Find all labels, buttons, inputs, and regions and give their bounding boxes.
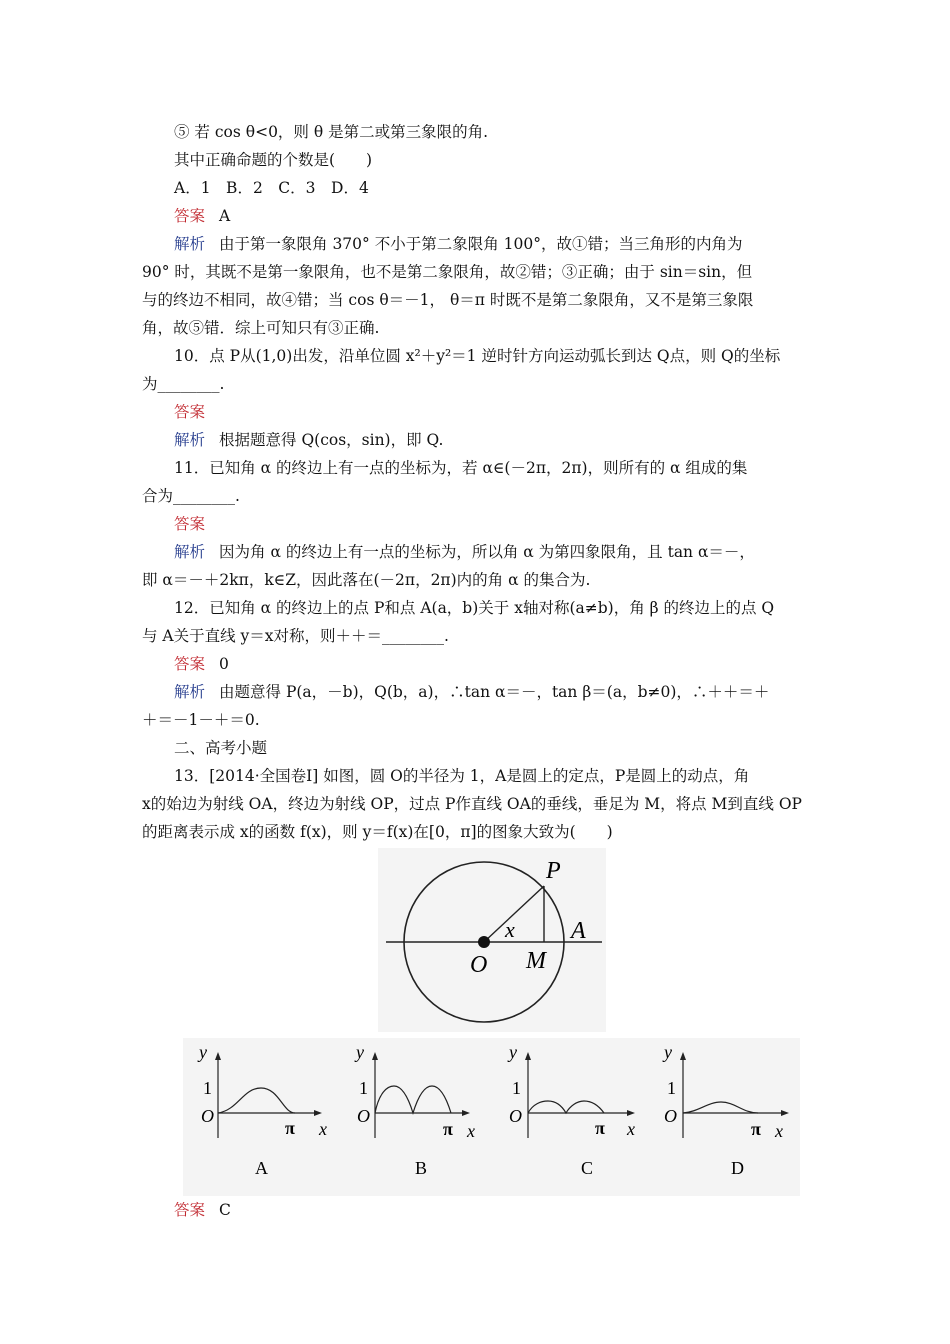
origin-label: O — [509, 1106, 522, 1126]
answer-tag: 答案 — [174, 1201, 206, 1219]
question-10: 10．点 P从(1,0)出发，沿单位圆 x²＋y²＝1 逆时针方向运动弧长到达 Q点，则 Q的坐标 — [174, 347, 781, 365]
figure-background — [183, 1038, 800, 1196]
pi-label: π — [443, 1119, 453, 1139]
unit-circle-figure — [378, 848, 606, 1032]
one-label: 1 — [667, 1078, 676, 1098]
answer-line — [174, 514, 205, 534]
text-line: 的距离表示成 x的函数 f(x)，则 y＝f(x)在[0，π]的图象大致为( ) — [142, 823, 613, 841]
analysis-tag: 解析 — [174, 431, 206, 449]
one-label: 1 — [512, 1078, 521, 1098]
text-line: ＋＝－1－＋＝0. — [142, 711, 260, 729]
text-line: 其中正确命题的个数是( ) — [174, 151, 373, 169]
answer-tag: 答案 — [174, 515, 206, 533]
option-label: B — [415, 1158, 428, 1178]
origin-label: O — [201, 1106, 214, 1126]
origin-label: O — [357, 1106, 370, 1126]
x-label: x — [467, 1121, 475, 1141]
analysis-line — [174, 542, 755, 562]
analysis-text: 由题意得 P(a，－b)，Q(b，a)，∴tan α＝－，tan β＝(a，b≠0)，∴＋＋＝＋ — [219, 683, 770, 701]
label-o: O — [470, 952, 488, 978]
analysis-tag: 解析 — [174, 543, 206, 561]
analysis-line — [174, 682, 769, 702]
origin-point — [478, 936, 490, 948]
answer-line — [174, 402, 205, 422]
answer-text: C — [219, 1201, 231, 1219]
answer-line — [174, 654, 229, 674]
origin-label: O — [664, 1106, 677, 1126]
answer-line — [174, 1200, 231, 1220]
answer-options-figure — [183, 1038, 800, 1196]
answer-line — [174, 206, 230, 226]
option-label: A — [255, 1158, 268, 1178]
one-label: 1 — [203, 1078, 212, 1098]
text-line: ⑤ 若 cos θ<0，则 θ 是第二或第三象限的角. — [174, 123, 489, 141]
one-label: 1 — [359, 1078, 368, 1098]
question-13: 13．[2014·全国卷Ⅰ] 如图，圆 O的半径为 1，A是圆上的定点，P是圆上的动点，角 — [174, 767, 750, 785]
analysis-text: 根据题意得 Q(cos，sin)，即 Q. — [219, 431, 444, 449]
text-line: 为________. — [142, 375, 225, 393]
text-line: 即 α＝－＋2kπ，k∈Z，因此落在(－2π，2π)内的角 α 的集合为. — [142, 571, 591, 589]
text-line: 角，故⑤错．综上可知只有③正确. — [142, 319, 380, 337]
analysis-text: 因为角 α 的终边上有一点的坐标为，所以角 α 为第四象限角，且 tan α＝－， — [219, 543, 755, 561]
question-12: 12．已知角 α 的终边上的点 P和点 A(a，b)关于 x轴对称(a≠b)，角 β 的终边上的点 Q — [174, 599, 775, 617]
label-p: P — [546, 858, 561, 884]
analysis-text: 由于第一象限角 370° 不小于第二象限角 100°，故①错；当三角形的内角为 — [219, 235, 743, 253]
answer-tag: 答案 — [174, 403, 206, 421]
x-label: x — [775, 1121, 783, 1141]
analysis-tag: 解析 — [174, 235, 206, 253]
text-line: 与 A关于直线 y＝x对称，则＋＋＝________. — [142, 627, 449, 645]
pi-label: π — [595, 1118, 605, 1138]
analysis-line — [174, 234, 742, 254]
text-line: x的始边为射线 OA，终边为射线 OP，过点 P作直线 OA的垂线，垂足为 M，将点 M到直线 OP — [142, 795, 802, 813]
x-label: x — [319, 1119, 327, 1139]
pi-label: π — [285, 1118, 295, 1138]
section-heading: 二、高考小题 — [174, 739, 268, 757]
text-line: A．1 B．2 C．3 D．4 — [174, 179, 369, 197]
y-label: y — [199, 1042, 207, 1062]
y-label: y — [664, 1042, 672, 1062]
option-label: C — [581, 1158, 594, 1178]
analysis-tag: 解析 — [174, 683, 206, 701]
label-x: x — [505, 917, 515, 942]
text-line: 合为________. — [142, 487, 240, 505]
answer-tag: 答案 — [174, 655, 206, 673]
text-line: 与的终边不相同，故④错；当 cos θ＝－1， θ＝π 时既不是第二象限角，又不是第三象限 — [142, 291, 754, 309]
option-label: D — [731, 1158, 744, 1178]
y-label: y — [356, 1042, 364, 1062]
analysis-line — [174, 430, 443, 450]
question-11: 11．已知角 α 的终边上有一点的坐标为，若 α∈(－2π，2π)，则所有的 α 组成的集 — [174, 459, 748, 477]
x-label: x — [627, 1119, 635, 1139]
pi-label: π — [751, 1119, 761, 1139]
label-a: A — [571, 918, 586, 944]
text-line: 90° 时，其既不是第一象限角，也不是第二象限角，故②错；③正确；由于 sin＝sin，但 — [142, 263, 753, 281]
label-m: M — [526, 948, 546, 974]
y-label: y — [509, 1042, 517, 1062]
answer-text: 0 — [219, 655, 229, 673]
answer-text: A — [219, 207, 231, 225]
answer-tag: 答案 — [174, 207, 206, 225]
